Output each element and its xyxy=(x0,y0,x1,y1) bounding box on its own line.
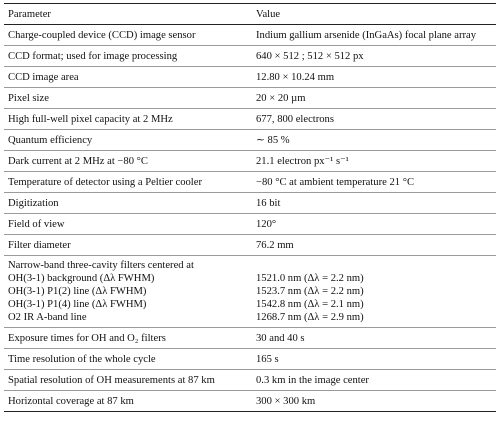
row-param: Charge-coupled device (CCD) image sensor xyxy=(8,29,196,41)
row-param: CCD format; used for image processing xyxy=(8,50,178,62)
row-value: 677, 800 electrons xyxy=(256,113,334,125)
row-value: 165 s xyxy=(256,353,279,365)
table-row xyxy=(4,109,496,130)
filters-value-spacer xyxy=(256,259,492,272)
table-row xyxy=(4,214,496,235)
filter-item-param: O2 IR A-band line xyxy=(8,312,87,323)
row-value: 120° xyxy=(256,218,277,230)
row-param: High full-well pixel capacity at 2 MHz xyxy=(8,113,173,125)
row-param: Exposure times for OH and O₂ filters xyxy=(8,332,166,344)
table-row xyxy=(4,370,496,391)
table-row xyxy=(4,46,496,67)
table-row xyxy=(4,235,496,256)
filter-item-param: OH(3-1) background (Δλ FWHM) xyxy=(8,273,155,284)
row-value: 21.1 electron px⁻¹ s⁻¹ xyxy=(256,155,349,167)
row-value: ∼ 85 % xyxy=(256,134,290,146)
row-param: Time resolution of the whole cycle xyxy=(8,353,156,365)
row-value: Indium gallium arsenide (InGaAs) focal plane array xyxy=(256,29,477,41)
row-value: 0.3 km in the image center xyxy=(256,374,369,386)
row-param: Horizontal coverage at 87 km xyxy=(8,395,134,407)
row-value: 640 × 512 ; 512 × 512 px xyxy=(256,50,364,62)
row-param: Pixel size xyxy=(8,92,49,104)
filter-item-value: 1521.0 nm (Δλ = 2.2 nm) xyxy=(256,273,364,284)
table-row xyxy=(4,67,496,88)
header-parameter: Parameter xyxy=(8,8,51,20)
table-row xyxy=(4,172,496,193)
filter-item-value: 1268.7 nm (Δλ = 2.9 nm) xyxy=(256,312,364,323)
table-row xyxy=(4,25,496,46)
table-row xyxy=(4,130,496,151)
row-param: Spatial resolution of OH measurements at 87 km xyxy=(8,374,215,386)
table-row xyxy=(4,391,496,412)
row-param: Filter diameter xyxy=(8,239,71,251)
row-param: Temperature of detector using a Peltier cooler xyxy=(8,176,202,188)
row-value: 300 × 300 km xyxy=(256,395,316,407)
filters-row xyxy=(4,256,496,328)
row-param: Field of view xyxy=(8,218,65,230)
row-value: 76.2 mm xyxy=(256,239,294,251)
row-value: 16 bit xyxy=(256,197,281,209)
filters-values xyxy=(252,256,496,327)
table-header-row xyxy=(4,3,496,25)
filter-item-value: 1542.8 nm (Δλ = 2.1 nm) xyxy=(256,299,364,310)
row-value: 30 and 40 s xyxy=(256,332,305,344)
row-value: 12.80 × 10.24 mm xyxy=(256,71,335,83)
table-row xyxy=(4,151,496,172)
filter-item-param: OH(3-1) P1(2) line (Δλ FWHM) xyxy=(8,286,147,297)
row-value: 20 × 20 µm xyxy=(256,92,306,104)
row-param: Digitization xyxy=(8,197,59,209)
row-param: Dark current at 2 MHz at −80 °C xyxy=(8,155,148,167)
filter-item-value: 1523.7 nm (Δλ = 2.2 nm) xyxy=(256,286,364,297)
filters-params xyxy=(4,256,252,327)
row-value: −80 °C at ambient temperature 21 °C xyxy=(256,176,415,188)
filter-item-param: OH(3-1) P1(4) line (Δλ FWHM) xyxy=(8,299,147,310)
table-row xyxy=(4,349,496,370)
table-row xyxy=(4,88,496,109)
filters-title: Narrow-band three-cavity filters centered at xyxy=(8,260,194,271)
specification-table xyxy=(4,3,496,412)
table-row xyxy=(4,193,496,214)
table-row xyxy=(4,328,496,349)
row-param: Quantum efficiency xyxy=(8,134,93,146)
row-param: CCD image area xyxy=(8,71,79,83)
header-value: Value xyxy=(256,8,281,20)
